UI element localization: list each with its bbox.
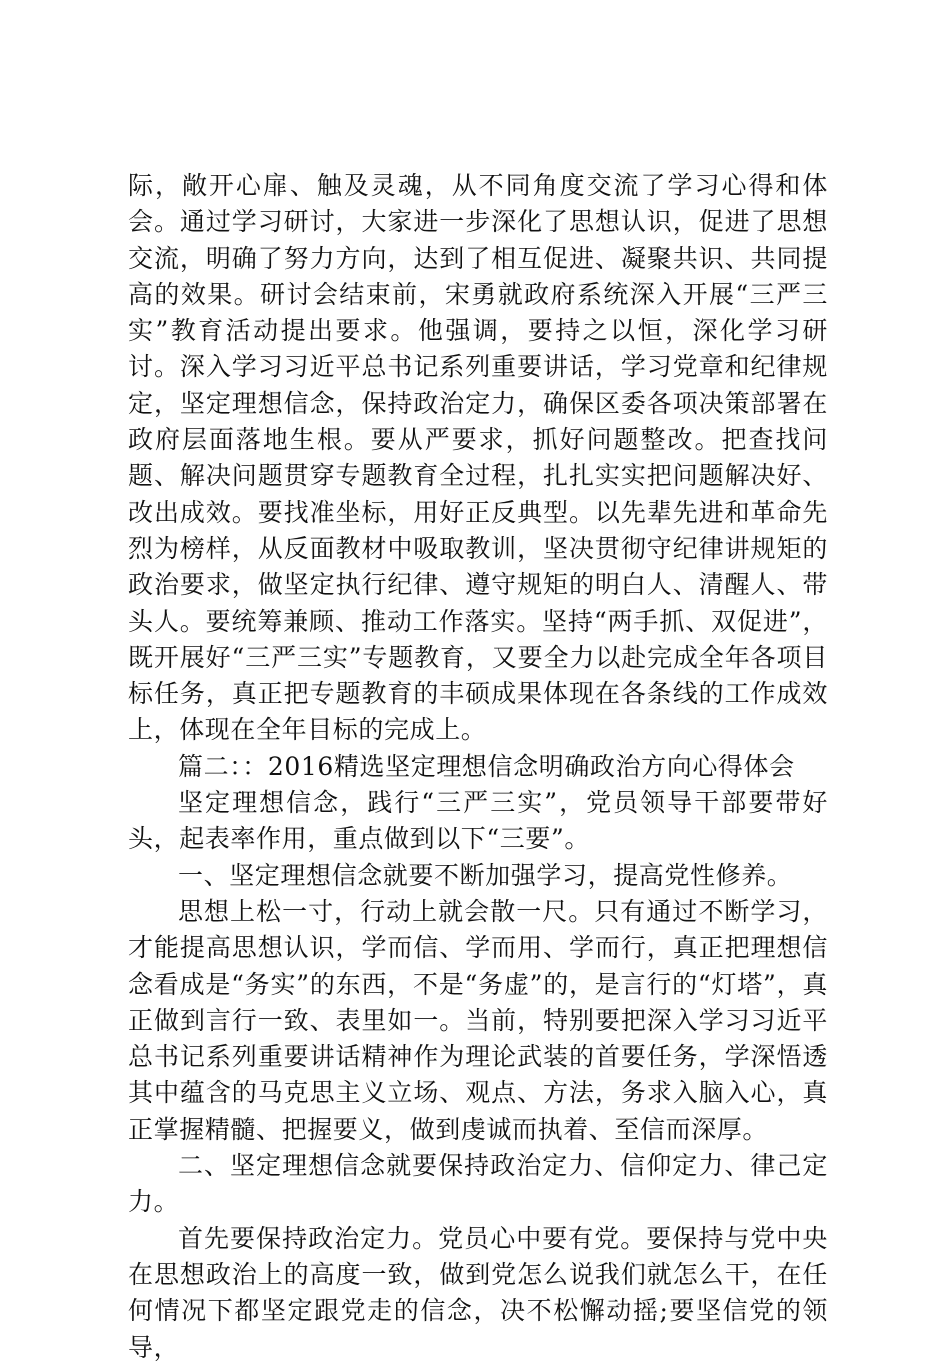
paragraph-learning: 思想上松一寸，行动上就会散一尺。只有通过不断学习，才能提高思想认识，学而信、学而用、学而行，真正把理想信念看成是“务实”的东西，不是“务虚”的，是言行的“灯塔”，真正做到言行一致、表里如一。当前，特别要把深入学习习近平总书记系列重要讲话精神作为理论武装的首要任务，学深悟透其中蕴含的马克思主义立场、观点、方法，务求入脑入心，真正掌握精髓、把握要义，做到虔诚而执着、至信而深厚。 (128, 896, 828, 1144)
paragraph-meeting-summary: 际，敞开心扉、触及灵魂，从不同角度交流了学习心得和体会。通过学习研讨，大家进一步深化了思想认识，促进了思想交流，明确了努力方向，达到了相互促进、凝聚共识、共同提高的效果。研讨会结束前，宋勇就政府系统深入开展“三严三实”教育活动提出要求。他强调，要持之以恒，深化学习研讨。深入学习习近平总书记系列重要讲话，学习党章和纪律规定，坚定理想信念，保持政治定力，确保区委各项决策部署在政府层面落地生根。要从严要求，抓好问题整改。把查找问题、解决问题贯穿专题教育全过程，扎扎实实把问题解决好、改出成效。要找准坐标，用好正反典型。以先辈先进和革命先烈为榜样，从反面教材中吸取教训，坚决贯彻守纪律讲规矩的政治要求，做坚定执行纪律、遵守规矩的明白人、清醒人、带头人。要统筹兼顾、推动工作落实。坚持“两手抓、双促进”，既开展好“三严三实”专题教育，又要全力以赴完成全年各项目标任务，真正把专题教育的丰硕成果体现在各条线的工作成效上，体现在全年目标的完成上。 (128, 171, 828, 745)
point-heading-two: 二、坚定理想信念就要保持政治定力、信仰定力、律己定力。 (128, 1151, 828, 1217)
paragraph-intro-three-musts: 坚定理想信念，践行“三严三实”，党员领导干部要带好头，起表率作用，重点做到以下“三要”。 (128, 788, 828, 854)
point-heading-one: 一、坚定理想信念就要不断加强学习，提高党性修养。 (178, 860, 793, 890)
document-body (128, 168, 828, 1366)
section-heading-part-two: 篇二：：2016精选坚定理想信念明确政治方向心得体会 (178, 751, 795, 781)
paragraph-political-resolve: 首先要保持政治定力。党员心中要有党。要保持与党中央在思想政治上的高度一致，做到党怎么说我们就怎么干，在任何情况下都坚定跟党走的信念，决不松懈动摇;要坚信党的领导， (128, 1223, 828, 1362)
